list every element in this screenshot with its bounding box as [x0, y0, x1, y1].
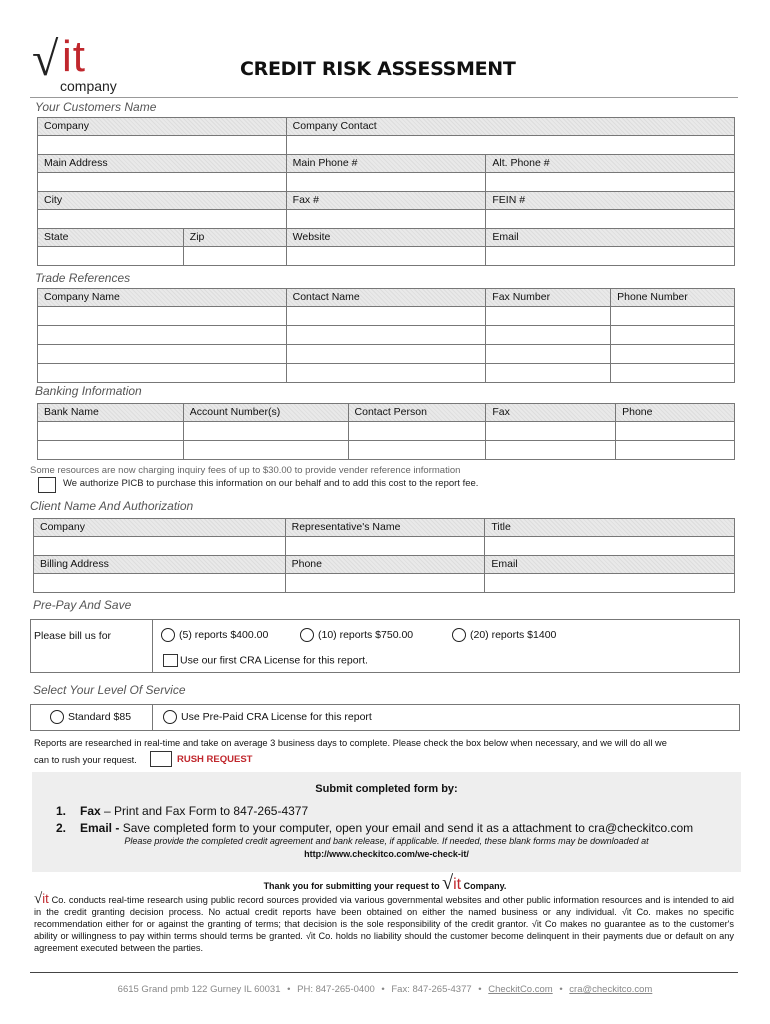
- section-client: Client Name And Authorization: [30, 499, 194, 513]
- radio-icon: [452, 628, 466, 642]
- rep-field[interactable]: [285, 537, 485, 556]
- authorize-checkbox[interactable]: [38, 476, 56, 494]
- radio-icon: [161, 628, 175, 642]
- prepay-option-20[interactable]: (20) reports $1400: [452, 628, 556, 642]
- bank-cell[interactable]: [183, 441, 348, 460]
- radio-icon: [163, 710, 177, 724]
- client-phone-field[interactable]: [285, 574, 485, 593]
- label-client-email: Email: [485, 556, 735, 574]
- trade-cell[interactable]: [611, 364, 735, 383]
- logo-company: company: [60, 78, 117, 94]
- client-company-field[interactable]: [34, 537, 286, 556]
- customer-table: [37, 117, 735, 266]
- bank-header: Fax: [486, 404, 616, 422]
- main-address-field[interactable]: [38, 173, 287, 192]
- label-zip: Zip: [183, 229, 286, 247]
- main-phone-field[interactable]: [286, 173, 486, 192]
- bank-cell[interactable]: [616, 441, 735, 460]
- company-logo: [32, 28, 132, 94]
- trade-cell[interactable]: [486, 307, 611, 326]
- trade-cell[interactable]: [38, 364, 287, 383]
- trade-header: Fax Number: [486, 289, 611, 307]
- trade-cell[interactable]: [38, 345, 287, 364]
- trade-header: Phone Number: [611, 289, 735, 307]
- service-prepaid[interactable]: Use Pre-Paid CRA License for this report: [163, 710, 372, 724]
- footer-fax: Fax: 847-265-4377: [391, 984, 472, 995]
- footer-site-link[interactable]: CheckitCo.com: [488, 984, 553, 995]
- trade-cell[interactable]: [286, 364, 486, 383]
- logo-it-inline: it: [453, 876, 462, 893]
- trade-cell[interactable]: [486, 364, 611, 383]
- section-prepay: Pre-Pay And Save: [33, 598, 132, 612]
- trade-cell[interactable]: [38, 307, 287, 326]
- bank-header: Account Number(s): [183, 404, 348, 422]
- trade-cell[interactable]: [486, 326, 611, 345]
- footer: 6615 Grand pmb 122 Gurney IL 60031 • PH: 847-265-0400 • Fax: 847-265-4377 • CheckitCo.com • cra@checkitco.com: [117, 984, 653, 995]
- trade-header: Contact Name: [286, 289, 486, 307]
- section-trade: Trade References: [35, 271, 131, 285]
- divider: [30, 97, 738, 98]
- license-option[interactable]: Use our first CRA License for this report.: [163, 654, 368, 667]
- researched-text: Reports are researched in real-time and take on average 3 business days to complete. Please check the box below when necessary, and we will do all we: [34, 738, 667, 748]
- alt-phone-field[interactable]: [486, 173, 735, 192]
- label-fax: Fax #: [286, 192, 486, 210]
- submit-note: Please provide the completed credit agreement and bank release, if applicable. If needed, these blank forms may be downloaded at: [124, 836, 649, 846]
- page-title: CREDIT RISK ASSESSMENT: [240, 58, 516, 80]
- trade-cell[interactable]: [286, 345, 486, 364]
- download-link[interactable]: http://www.checkitco.com/we-check-it/: [304, 849, 469, 859]
- bank-cell[interactable]: [183, 422, 348, 441]
- bank-cell[interactable]: [486, 422, 616, 441]
- website-field[interactable]: [286, 247, 486, 266]
- company-field[interactable]: [38, 136, 287, 155]
- submit-panel: [32, 772, 741, 872]
- label-phone: Phone: [285, 556, 485, 574]
- bank-cell[interactable]: [348, 441, 486, 460]
- footer-divider: [30, 972, 738, 973]
- bill-label: Please bill us for: [34, 630, 112, 642]
- prepay-option-10[interactable]: (10) reports $750.00: [300, 628, 413, 642]
- authorize-text: We authorize PICB to purchase this information on our behalf and to add this cost to the report fee.: [63, 478, 479, 489]
- logo-check-inline: √: [34, 891, 43, 907]
- rush-checkbox[interactable]: [150, 750, 172, 768]
- label-fein: FEIN #: [486, 192, 735, 210]
- inquiry-note: Some resources are now charging inquiry fees of up to $30.00 to provide vender reference information: [30, 465, 461, 476]
- disclaimer: [34, 893, 734, 954]
- submit-fax: 1. Fax – Print and Fax Form to 847-265-4377: [56, 804, 309, 818]
- banking-table: [37, 403, 735, 460]
- bank-header: Contact Person: [348, 404, 486, 422]
- state-field[interactable]: [38, 247, 184, 266]
- client-table: [33, 518, 735, 593]
- label-billing: Billing Address: [34, 556, 286, 574]
- footer-phone: PH: 847-265-0400: [297, 984, 375, 995]
- trade-cell[interactable]: [286, 307, 486, 326]
- billing-field[interactable]: [34, 574, 286, 593]
- label-client-company: Company: [34, 519, 286, 537]
- label-rep: Representative's Name: [285, 519, 485, 537]
- footer-address: 6615 Grand pmb 122 Gurney IL 60031: [117, 984, 281, 995]
- label-email: Email: [486, 229, 735, 247]
- rush-label: RUSH REQUEST: [177, 754, 253, 765]
- trade-table: [37, 288, 735, 383]
- label-main-address: Main Address: [38, 155, 287, 173]
- label-website: Website: [286, 229, 486, 247]
- logo-it: it: [62, 32, 86, 81]
- email-field[interactable]: [486, 247, 735, 266]
- prepay-label-cell: [30, 619, 153, 673]
- fein-field[interactable]: [486, 210, 735, 229]
- trade-cell[interactable]: [611, 326, 735, 345]
- label-company-contact: Company Contact: [286, 118, 734, 136]
- checkbox-icon: [163, 654, 178, 667]
- submit-heading: Submit completed form by:: [315, 783, 458, 795]
- bank-cell[interactable]: [486, 441, 616, 460]
- label-city: City: [38, 192, 287, 210]
- section-service: Select Your Level Of Service: [33, 683, 186, 697]
- radio-icon: [50, 710, 64, 724]
- label-state: State: [38, 229, 184, 247]
- bank-cell[interactable]: [616, 422, 735, 441]
- label-title: Title: [485, 519, 735, 537]
- trade-header: Company Name: [38, 289, 287, 307]
- bank-header: Bank Name: [38, 404, 184, 422]
- label-alt-phone: Alt. Phone #: [486, 155, 735, 173]
- trade-cell[interactable]: [486, 345, 611, 364]
- footer-email-link[interactable]: cra@checkitco.com: [569, 984, 653, 995]
- service-standard[interactable]: Standard $85: [50, 710, 131, 724]
- prepay-option-5[interactable]: (5) reports $400.00: [161, 628, 268, 642]
- section-customers: Your Customers Name: [35, 100, 157, 114]
- label-company: Company: [38, 118, 287, 136]
- city-field[interactable]: [38, 210, 287, 229]
- client-email-field[interactable]: [485, 574, 735, 593]
- zip-field[interactable]: [183, 247, 286, 266]
- fax-field[interactable]: [286, 210, 486, 229]
- logo-it-inline: it: [42, 891, 49, 906]
- bank-header: Phone: [616, 404, 735, 422]
- trade-cell[interactable]: [611, 345, 735, 364]
- section-banking: Banking Information: [35, 384, 142, 398]
- disclaimer-text: Co. conducts real-time research using public record sources provided via various governmental websites and other public information resources and is intended to aid in the credit granting decision process. No actual credit reports have been obtained on either the named business or any individual. √it Co. makes no specific recommendation either for or against the granting of terms; that decision is the sole responsibility of the credit grantor. √it Co makes no guarantee as to the customer's ability or willingness to pay within terms should terms be granted. √it Co. holds no liability should the customer become delinquent in their payments due or default on any agreement executed between the parties.: [34, 895, 734, 953]
- submit-email: 2. Email - Save completed form to your computer, open your email and send it as a attachment to cra@checkitco.com: [56, 821, 694, 835]
- company-contact-field[interactable]: [286, 136, 734, 155]
- bank-cell[interactable]: [38, 441, 184, 460]
- logo-check: √: [32, 33, 59, 86]
- logo-check-inline: √: [442, 872, 454, 894]
- bank-cell[interactable]: [38, 422, 184, 441]
- trade-cell[interactable]: [611, 307, 735, 326]
- bank-cell[interactable]: [348, 422, 486, 441]
- trade-cell[interactable]: [38, 326, 287, 345]
- radio-icon: [300, 628, 314, 642]
- thanks-line: Thank you for submitting your request to √it Company.: [263, 872, 507, 894]
- trade-cell[interactable]: [286, 326, 486, 345]
- label-main-phone: Main Phone #: [286, 155, 486, 173]
- rush-text: can to rush your request.: [34, 755, 137, 765]
- title-field[interactable]: [485, 537, 735, 556]
